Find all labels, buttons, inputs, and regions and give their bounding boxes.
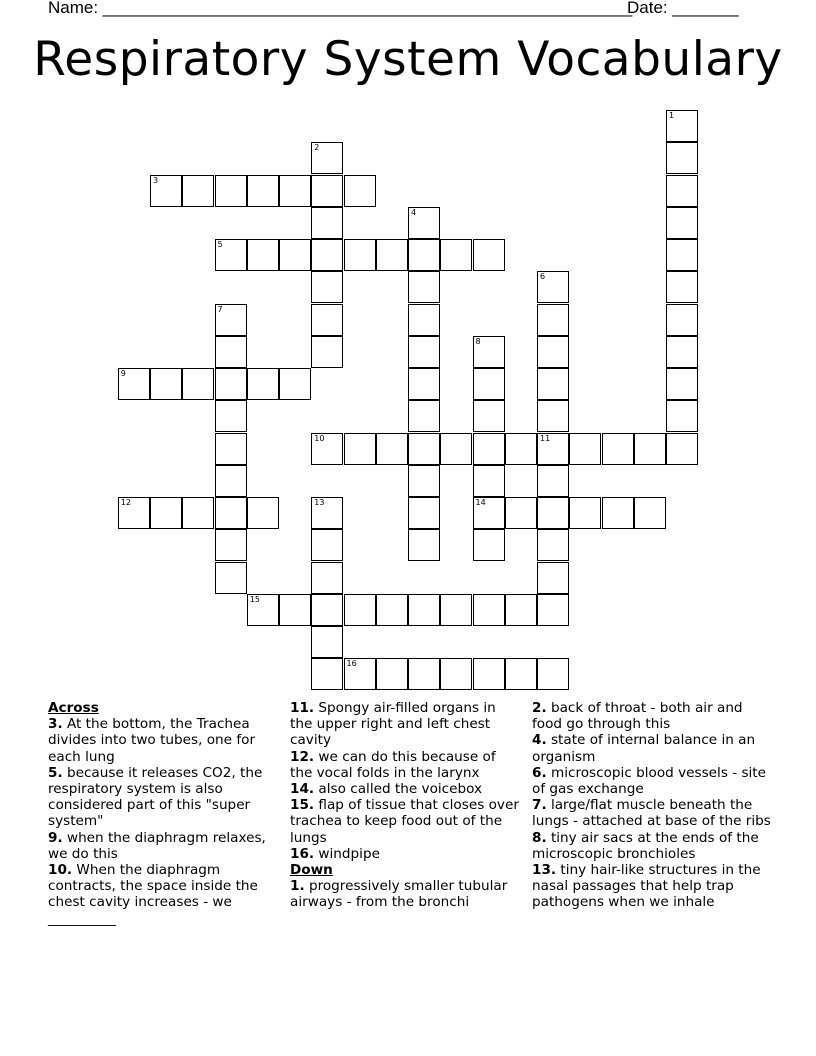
clue-text: large/flat muscle beneath the lungs - attached at base of the ribs <box>532 797 771 830</box>
grid-cell[interactable] <box>408 304 440 336</box>
grid-cell[interactable] <box>537 562 569 594</box>
grid-cell[interactable] <box>376 239 408 271</box>
grid-cell[interactable] <box>602 433 634 465</box>
clue-number-label: 11. <box>290 700 315 716</box>
grid-cell[interactable] <box>311 562 343 594</box>
grid-cell[interactable] <box>311 142 343 174</box>
grid-cell[interactable] <box>311 658 343 690</box>
grid-cell[interactable] <box>215 497 247 529</box>
clue-number: 3 <box>153 175 159 185</box>
clue-number-label: 6. <box>532 764 547 781</box>
grid-cell[interactable] <box>215 175 247 207</box>
grid-cell[interactable] <box>279 594 311 626</box>
across-heading: Across <box>48 700 99 716</box>
clue-item <box>290 797 522 846</box>
clue-item <box>290 781 522 797</box>
grid-cell[interactable] <box>473 658 505 690</box>
clue-number-label: 12. <box>290 748 315 765</box>
grid-cell[interactable] <box>150 175 182 207</box>
grid-cell[interactable] <box>505 433 537 465</box>
date-field-label: Date: _______ <box>627 0 739 17</box>
clue-item <box>290 749 522 781</box>
grid-cell[interactable] <box>505 594 537 626</box>
grid-cell[interactable] <box>666 400 698 432</box>
grid-cell[interactable] <box>215 433 247 465</box>
clue-text: windpipe <box>314 845 380 862</box>
grid-cell[interactable] <box>182 175 214 207</box>
grid-cell[interactable] <box>408 239 440 271</box>
grid-cell[interactable] <box>247 594 279 626</box>
clue-text: progressively smaller tubular airways - from the bronchi <box>290 878 508 911</box>
grid-cell[interactable] <box>215 336 247 368</box>
grid-cell[interactable] <box>408 271 440 303</box>
clue-number-label: 5. <box>48 764 63 781</box>
clue-text: tiny hair-like structures in the nasal passages that help trap pathogens when we inhale <box>532 862 761 911</box>
page-title: Respiratory System Vocabulary <box>33 32 783 87</box>
grid-cell[interactable] <box>666 207 698 239</box>
grid-cell[interactable] <box>602 497 634 529</box>
grid-cell[interactable] <box>537 336 569 368</box>
grid-cell[interactable] <box>247 175 279 207</box>
clue-number: 11 <box>540 433 551 443</box>
clues-column-3 <box>532 700 772 911</box>
grid-cell[interactable] <box>537 594 569 626</box>
grid-cell[interactable] <box>537 304 569 336</box>
grid-cell[interactable] <box>569 497 601 529</box>
grid-cell[interactable] <box>311 175 343 207</box>
grid-cell[interactable] <box>537 465 569 497</box>
clue-item <box>48 765 284 830</box>
grid-cell[interactable] <box>215 529 247 561</box>
grid-cell[interactable] <box>150 497 182 529</box>
clue-text: tiny air sacs at the ends of the microscopic bronchioles <box>532 829 759 862</box>
clue-text: flap of tissue that closes over trachea to keep food out of the lungs <box>290 797 519 846</box>
clue-item <box>290 878 522 910</box>
clue-item <box>532 830 772 862</box>
grid-cell[interactable] <box>569 433 601 465</box>
grid-cell[interactable] <box>182 368 214 400</box>
grid-cell[interactable] <box>344 658 376 690</box>
grid-cell[interactable] <box>408 497 440 529</box>
grid-cell[interactable] <box>537 271 569 303</box>
grid-cell[interactable] <box>473 433 505 465</box>
grid-cell[interactable] <box>344 594 376 626</box>
clue-text: When the diaphragm contracts, the space inside the chest cavity increases - we __________ <box>48 862 258 927</box>
grid-cell[interactable] <box>634 433 666 465</box>
grid-cell[interactable] <box>408 529 440 561</box>
grid-cell[interactable] <box>666 142 698 174</box>
grid-cell[interactable] <box>666 239 698 271</box>
clue-number: 15 <box>249 594 260 604</box>
grid-cell[interactable] <box>408 594 440 626</box>
clue-text: also called the voicebox <box>314 781 483 798</box>
grid-cell[interactable] <box>408 400 440 432</box>
clue-number: 4 <box>411 207 417 217</box>
grid-cell[interactable] <box>247 239 279 271</box>
grid-cell[interactable] <box>537 497 569 529</box>
clue-number-label: 3. <box>48 716 63 733</box>
clue-number-label: 4. <box>532 732 547 749</box>
name-field-label: Name: ________________________________________________________ <box>48 0 633 17</box>
grid-cell[interactable] <box>279 368 311 400</box>
clue-number: 9 <box>120 369 126 378</box>
clue-number: 6 <box>540 272 546 282</box>
grid-cell[interactable] <box>215 400 247 432</box>
clue-number: 13 <box>314 498 325 507</box>
grid-cell[interactable] <box>537 433 569 465</box>
clue-number: 10 <box>314 433 325 443</box>
clue-number-label: 15. <box>290 797 315 814</box>
grid-cell[interactable] <box>215 368 247 400</box>
grid-cell[interactable] <box>150 368 182 400</box>
clue-number-label: 9. <box>48 829 63 846</box>
clue-number-label: 8. <box>532 829 547 846</box>
clue-item <box>48 862 284 927</box>
grid-cell[interactable] <box>634 497 666 529</box>
grid-cell[interactable] <box>473 239 505 271</box>
clue-number: 8 <box>475 336 481 346</box>
grid-cell[interactable] <box>311 336 343 368</box>
clue-item <box>290 700 522 749</box>
grid-cell[interactable] <box>279 239 311 271</box>
grid-cell[interactable] <box>311 239 343 271</box>
clue-number: 5 <box>217 240 223 249</box>
clue-number: 12 <box>120 498 131 507</box>
clue-number: 1 <box>669 111 675 120</box>
grid-cell[interactable] <box>182 497 214 529</box>
grid-cell[interactable] <box>666 271 698 303</box>
clue-number: 2 <box>314 143 320 153</box>
clue-number: 14 <box>475 498 486 507</box>
grid-cell[interactable] <box>311 626 343 658</box>
clue-text: when the diaphragm relaxes, we do this <box>48 829 266 862</box>
grid-cell[interactable] <box>408 368 440 400</box>
grid-cell[interactable] <box>118 497 150 529</box>
clues-column-1 <box>48 700 284 927</box>
clue-text: back of throat - both air and food go through this <box>532 700 743 733</box>
grid-cell[interactable] <box>344 239 376 271</box>
clue-item <box>532 862 772 911</box>
clue-number-label: 2. <box>532 700 547 716</box>
clue-number-label: 7. <box>532 797 547 814</box>
grid-cell[interactable] <box>666 110 698 142</box>
clue-text: At the bottom, the Trachea divides into two tubes, one for each lung <box>48 716 256 765</box>
clues-column-2 <box>290 700 522 911</box>
grid-cell[interactable] <box>666 175 698 207</box>
grid-cell[interactable] <box>279 175 311 207</box>
clue-number: 7 <box>217 304 223 314</box>
grid-cell[interactable] <box>408 207 440 239</box>
grid-cell[interactable] <box>376 594 408 626</box>
clue-text: because it releases CO2, the respiratory system is also considered part of this "super system" <box>48 764 263 830</box>
grid-cell[interactable] <box>666 304 698 336</box>
grid-cell[interactable] <box>537 658 569 690</box>
grid-cell[interactable] <box>666 433 698 465</box>
grid-cell[interactable] <box>311 594 343 626</box>
grid-cell[interactable] <box>376 433 408 465</box>
grid-cell[interactable] <box>440 433 472 465</box>
grid-cell[interactable] <box>215 562 247 594</box>
grid-cell[interactable] <box>408 433 440 465</box>
clue-item <box>532 732 772 764</box>
clue-number-label: 10. <box>48 862 73 879</box>
grid-cell[interactable] <box>473 497 505 529</box>
grid-cell[interactable] <box>473 336 505 368</box>
clue-item <box>532 797 772 829</box>
grid-cell[interactable] <box>666 336 698 368</box>
grid-cell[interactable] <box>311 271 343 303</box>
grid-cell[interactable] <box>473 465 505 497</box>
grid-cell[interactable] <box>344 175 376 207</box>
grid-cell[interactable] <box>215 304 247 336</box>
down-heading: Down <box>290 862 333 879</box>
grid-cell[interactable] <box>311 497 343 529</box>
grid-cell[interactable] <box>537 400 569 432</box>
clue-text: Spongy air-filled organs in the upper right and left chest cavity <box>290 700 496 749</box>
grid-cell[interactable] <box>215 465 247 497</box>
grid-cell[interactable] <box>311 433 343 465</box>
grid-cell[interactable] <box>537 529 569 561</box>
grid-cell[interactable] <box>505 497 537 529</box>
clue-item <box>48 830 284 862</box>
grid-cell[interactable] <box>344 433 376 465</box>
clue-item <box>532 700 772 732</box>
grid-cell[interactable] <box>311 207 343 239</box>
grid-cell[interactable] <box>247 497 279 529</box>
grid-cell[interactable] <box>408 336 440 368</box>
grid-cell[interactable] <box>473 400 505 432</box>
clue-text: state of internal balance in an organism <box>532 732 756 765</box>
grid-cell[interactable] <box>376 658 408 690</box>
grid-cell[interactable] <box>440 239 472 271</box>
grid-cell[interactable] <box>440 594 472 626</box>
clue-number: 16 <box>346 659 357 669</box>
clue-item <box>290 846 522 862</box>
clue-number-label: 13. <box>532 862 557 879</box>
grid-cell[interactable] <box>247 368 279 400</box>
clue-item <box>48 716 284 765</box>
clue-item <box>532 765 772 797</box>
grid-cell[interactable] <box>408 658 440 690</box>
grid-cell[interactable] <box>215 239 247 271</box>
clue-text: microscopic blood vessels - site of gas exchange <box>532 764 767 798</box>
grid-cell[interactable] <box>408 465 440 497</box>
grid-cell[interactable] <box>505 658 537 690</box>
grid-cell[interactable] <box>311 304 343 336</box>
grid-cell[interactable] <box>440 658 472 690</box>
grid-cell[interactable] <box>666 368 698 400</box>
clue-text: we can do this because of the vocal folds in the larynx <box>290 748 496 781</box>
grid-cell[interactable] <box>473 529 505 561</box>
grid-cell[interactable] <box>118 368 150 400</box>
clue-number-label: 14. <box>290 781 315 798</box>
clue-number-label: 1. <box>290 878 305 895</box>
grid-cell[interactable] <box>473 368 505 400</box>
grid-cell[interactable] <box>537 368 569 400</box>
clue-number-label: 16. <box>290 845 315 862</box>
grid-cell[interactable] <box>473 594 505 626</box>
grid-cell[interactable] <box>311 529 343 561</box>
